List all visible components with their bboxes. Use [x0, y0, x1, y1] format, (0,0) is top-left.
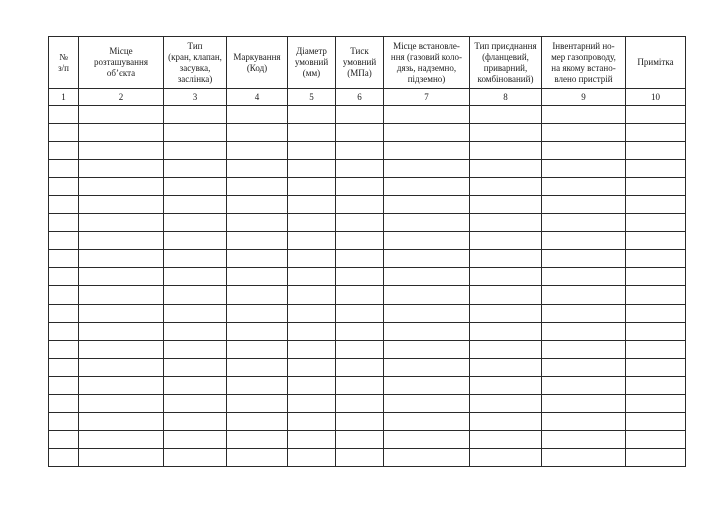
table-cell[interactable] [626, 412, 686, 430]
table-cell[interactable] [336, 142, 384, 160]
table-cell[interactable] [79, 232, 164, 250]
table-cell[interactable] [288, 286, 336, 304]
table-row [49, 286, 686, 304]
column-number-cell: 2 [79, 89, 164, 106]
column-number-cell: 5 [288, 89, 336, 106]
register-table [48, 36, 686, 467]
table-cell[interactable] [227, 340, 288, 358]
table-cell[interactable] [384, 394, 470, 412]
table-cell[interactable] [384, 178, 470, 196]
table-cell[interactable] [336, 394, 384, 412]
table-row [49, 376, 686, 394]
table-cell[interactable] [49, 376, 79, 394]
table-cell[interactable] [288, 124, 336, 142]
table-cell[interactable] [79, 430, 164, 448]
table-cell[interactable] [79, 448, 164, 466]
table-cell[interactable] [626, 124, 686, 142]
table-cell[interactable] [470, 178, 542, 196]
table-cell[interactable] [227, 286, 288, 304]
header-cell-inventory-number [542, 37, 626, 89]
table-cell[interactable] [227, 124, 288, 142]
table-cell[interactable] [542, 340, 626, 358]
table-cell[interactable] [164, 196, 227, 214]
table-cell[interactable] [164, 376, 227, 394]
table-cell[interactable] [470, 286, 542, 304]
table-cell[interactable] [542, 214, 626, 232]
table-cell[interactable] [626, 178, 686, 196]
table-cell[interactable] [164, 142, 227, 160]
table-cell[interactable] [227, 412, 288, 430]
table-cell[interactable] [164, 214, 227, 232]
table-cell[interactable] [470, 250, 542, 268]
table-cell[interactable] [288, 376, 336, 394]
table-cell[interactable] [49, 304, 79, 322]
table-cell[interactable] [288, 178, 336, 196]
table-cell[interactable] [626, 286, 686, 304]
table-cell[interactable] [336, 376, 384, 394]
table-cell[interactable] [384, 322, 470, 340]
table-cell[interactable] [164, 430, 227, 448]
table-cell[interactable] [288, 250, 336, 268]
table-cell[interactable] [626, 376, 686, 394]
table-cell[interactable] [49, 268, 79, 286]
table-cell[interactable] [542, 124, 626, 142]
table-cell[interactable] [336, 268, 384, 286]
table-cell[interactable] [227, 142, 288, 160]
table-cell[interactable] [49, 196, 79, 214]
table-row [49, 430, 686, 448]
table-cell[interactable] [79, 376, 164, 394]
table-cell[interactable] [626, 322, 686, 340]
table-cell[interactable] [288, 232, 336, 250]
header-cell-object-location [79, 37, 164, 89]
table-cell[interactable] [542, 394, 626, 412]
table-cell[interactable] [470, 142, 542, 160]
table-cell[interactable] [336, 196, 384, 214]
table-cell[interactable] [227, 232, 288, 250]
table-cell[interactable] [49, 124, 79, 142]
table-cell[interactable] [288, 322, 336, 340]
table-cell[interactable] [336, 448, 384, 466]
table-cell[interactable] [542, 412, 626, 430]
header-label: Тип (кран, клапан, засувка, заслінка) [168, 40, 222, 84]
header-label: Інвентарний но- мер газопроводу, на якому встано- влено пристрій [551, 40, 616, 84]
table-cell[interactable] [164, 160, 227, 178]
table-cell[interactable] [542, 142, 626, 160]
column-numbering-row [49, 89, 686, 106]
table-cell[interactable] [49, 358, 79, 376]
table-cell[interactable] [626, 196, 686, 214]
table-cell[interactable] [470, 376, 542, 394]
table-cell[interactable] [542, 232, 626, 250]
header-cell-note [626, 37, 686, 89]
table-cell[interactable] [542, 250, 626, 268]
table-cell[interactable] [626, 394, 686, 412]
table-row [49, 196, 686, 214]
table-row [49, 340, 686, 358]
table-row [49, 142, 686, 160]
table-cell[interactable] [336, 412, 384, 430]
table-cell[interactable] [470, 394, 542, 412]
table-cell[interactable] [288, 142, 336, 160]
table-cell[interactable] [336, 232, 384, 250]
table-cell[interactable] [49, 322, 79, 340]
table-cell[interactable] [79, 340, 164, 358]
table-cell[interactable] [49, 142, 79, 160]
table-cell[interactable] [79, 322, 164, 340]
table-row [49, 160, 686, 178]
table-cell[interactable] [336, 106, 384, 124]
table-cell[interactable] [49, 286, 79, 304]
table-cell[interactable] [79, 250, 164, 268]
table-cell[interactable] [288, 430, 336, 448]
table-cell[interactable] [49, 412, 79, 430]
header-label: Місце розташування об’єкта [94, 46, 148, 78]
table-cell[interactable] [542, 376, 626, 394]
table-row [49, 124, 686, 142]
table-row [49, 232, 686, 250]
table-cell[interactable] [384, 268, 470, 286]
table-cell[interactable] [227, 250, 288, 268]
table-cell[interactable] [164, 124, 227, 142]
table-cell[interactable] [49, 250, 79, 268]
table-cell[interactable] [626, 340, 686, 358]
table-cell[interactable] [336, 250, 384, 268]
table-cell[interactable] [384, 376, 470, 394]
table-cell[interactable] [626, 268, 686, 286]
table-row [49, 268, 686, 286]
table-cell[interactable] [626, 214, 686, 232]
table-cell[interactable] [384, 412, 470, 430]
column-number-cell: 1 [49, 89, 79, 106]
table-cell[interactable] [227, 178, 288, 196]
table-cell[interactable] [542, 430, 626, 448]
table-cell[interactable] [227, 394, 288, 412]
table-cell[interactable] [49, 178, 79, 196]
table-cell[interactable] [79, 214, 164, 232]
table-cell[interactable] [227, 448, 288, 466]
table-cell[interactable] [470, 106, 542, 124]
table-cell[interactable] [384, 160, 470, 178]
table-cell[interactable] [227, 214, 288, 232]
header-label: Тиск умовний (МПа) [342, 46, 377, 78]
table-cell[interactable] [49, 232, 79, 250]
table-cell[interactable] [288, 196, 336, 214]
table-cell[interactable] [542, 448, 626, 466]
table-cell[interactable] [542, 178, 626, 196]
table-cell[interactable] [336, 304, 384, 322]
table-cell[interactable] [470, 268, 542, 286]
column-number-cell: 3 [164, 89, 227, 106]
table-cell[interactable] [336, 286, 384, 304]
table-cell[interactable] [79, 124, 164, 142]
table-cell[interactable] [542, 322, 626, 340]
column-number-cell: 7 [384, 89, 470, 106]
table-cell[interactable] [79, 142, 164, 160]
header-cell-install-location [384, 37, 470, 89]
table-cell[interactable] [164, 250, 227, 268]
table-cell[interactable] [164, 232, 227, 250]
table-cell[interactable] [49, 340, 79, 358]
header-label: № з/п [58, 51, 69, 73]
table-cell[interactable] [626, 142, 686, 160]
table-cell[interactable] [384, 232, 470, 250]
column-number-cell: 6 [336, 89, 384, 106]
table-cell[interactable] [384, 430, 470, 448]
table-cell[interactable] [336, 430, 384, 448]
table-cell[interactable] [79, 358, 164, 376]
table-row [49, 448, 686, 466]
table-cell[interactable] [79, 304, 164, 322]
table-cell[interactable] [164, 394, 227, 412]
table-cell[interactable] [288, 412, 336, 430]
table-row [49, 304, 686, 322]
table-row [49, 250, 686, 268]
header-label: Місце встановле- ння (газовий коло- дязь, надземно, підземно) [390, 40, 463, 84]
header-cell-marking [227, 37, 288, 89]
table-cell[interactable] [227, 430, 288, 448]
header-label: Примітка [637, 57, 674, 67]
table-cell[interactable] [542, 106, 626, 124]
table-cell[interactable] [626, 160, 686, 178]
table-cell[interactable] [626, 232, 686, 250]
table-row [49, 394, 686, 412]
table-cell[interactable] [626, 430, 686, 448]
header-cell-pressure [336, 37, 384, 89]
table-cell[interactable] [79, 196, 164, 214]
table-cell[interactable] [542, 268, 626, 286]
table-cell[interactable] [288, 268, 336, 286]
table-cell[interactable] [49, 214, 79, 232]
table-cell[interactable] [227, 376, 288, 394]
table-cell[interactable] [227, 358, 288, 376]
table-cell[interactable] [288, 106, 336, 124]
table-cell[interactable] [79, 160, 164, 178]
table-cell[interactable] [79, 394, 164, 412]
table-cell[interactable] [470, 412, 542, 430]
table-cell[interactable] [164, 340, 227, 358]
table-cell[interactable] [470, 214, 542, 232]
header-label: Тип приєднання (фланцевий, приварний, комбінований) [474, 40, 537, 84]
table-cell[interactable] [384, 106, 470, 124]
table-cell[interactable] [49, 160, 79, 178]
table-row [49, 322, 686, 340]
table-cell[interactable] [164, 322, 227, 340]
table-cell[interactable] [626, 106, 686, 124]
table-row [49, 106, 686, 124]
table-cell[interactable] [164, 106, 227, 124]
table-cell[interactable] [470, 448, 542, 466]
table-cell[interactable] [336, 340, 384, 358]
table-cell[interactable] [227, 322, 288, 340]
header-label: Діаметр умовний (мм) [294, 46, 329, 78]
header-cell-connection-type [470, 37, 542, 89]
column-number-cell: 8 [470, 89, 542, 106]
table-cell[interactable] [384, 448, 470, 466]
table-cell[interactable] [49, 430, 79, 448]
header-label: Маркування (Код) [233, 51, 281, 73]
table-cell[interactable] [49, 106, 79, 124]
header-row [49, 37, 686, 89]
table-cell[interactable] [49, 448, 79, 466]
table-cell[interactable] [288, 214, 336, 232]
table-cell[interactable] [470, 160, 542, 178]
table-cell[interactable] [542, 160, 626, 178]
table-row [49, 214, 686, 232]
table-cell[interactable] [164, 412, 227, 430]
table-cell[interactable] [336, 214, 384, 232]
column-number-cell: 4 [227, 89, 288, 106]
table-cell[interactable] [542, 358, 626, 376]
table-cell[interactable] [384, 340, 470, 358]
table-cell[interactable] [470, 340, 542, 358]
table-cell[interactable] [542, 304, 626, 322]
table-cell[interactable] [384, 214, 470, 232]
table-cell[interactable] [49, 394, 79, 412]
table-cell[interactable] [336, 160, 384, 178]
table-row [49, 358, 686, 376]
table-cell[interactable] [626, 250, 686, 268]
header-cell-type [164, 37, 227, 89]
table-row [49, 412, 686, 430]
table-cell[interactable] [164, 286, 227, 304]
table-cell[interactable] [79, 412, 164, 430]
table-cell[interactable] [470, 232, 542, 250]
table-cell[interactable] [79, 286, 164, 304]
table-cell[interactable] [470, 124, 542, 142]
table-cell[interactable] [542, 286, 626, 304]
table-cell[interactable] [384, 196, 470, 214]
table-cell[interactable] [227, 268, 288, 286]
table-cell[interactable] [384, 358, 470, 376]
header-cell-diameter [288, 37, 336, 89]
table-cell[interactable] [227, 160, 288, 178]
column-number-cell: 10 [626, 89, 686, 106]
table-cell[interactable] [164, 268, 227, 286]
table-cell[interactable] [288, 394, 336, 412]
table-cell[interactable] [470, 358, 542, 376]
table-cell[interactable] [164, 304, 227, 322]
table-cell[interactable] [384, 286, 470, 304]
table-cell[interactable] [227, 106, 288, 124]
table-cell[interactable] [336, 358, 384, 376]
table-cell[interactable] [384, 142, 470, 160]
table-cell[interactable] [288, 448, 336, 466]
table-cell[interactable] [288, 304, 336, 322]
table-cell[interactable] [227, 304, 288, 322]
table-cell[interactable] [164, 448, 227, 466]
table-cell[interactable] [384, 304, 470, 322]
table-cell[interactable] [626, 358, 686, 376]
table-cell[interactable] [470, 196, 542, 214]
table-cell[interactable] [542, 196, 626, 214]
table-cell[interactable] [384, 124, 470, 142]
header-cell-number [49, 37, 79, 89]
table-cell[interactable] [79, 178, 164, 196]
column-number-cell: 9 [542, 89, 626, 106]
table-cell[interactable] [288, 340, 336, 358]
table-cell[interactable] [79, 106, 164, 124]
table-cell[interactable] [470, 430, 542, 448]
table-cell[interactable] [164, 358, 227, 376]
table-cell[interactable] [626, 448, 686, 466]
table-cell[interactable] [79, 268, 164, 286]
table-cell[interactable] [288, 358, 336, 376]
table-cell[interactable] [336, 124, 384, 142]
table-cell[interactable] [336, 322, 384, 340]
table-body [49, 106, 686, 467]
table-cell[interactable] [336, 178, 384, 196]
table-cell[interactable] [384, 250, 470, 268]
table-cell[interactable] [470, 304, 542, 322]
table-cell[interactable] [626, 304, 686, 322]
table-cell[interactable] [470, 322, 542, 340]
table-cell[interactable] [227, 196, 288, 214]
table-row [49, 178, 686, 196]
table-cell[interactable] [164, 178, 227, 196]
table-cell[interactable] [288, 160, 336, 178]
